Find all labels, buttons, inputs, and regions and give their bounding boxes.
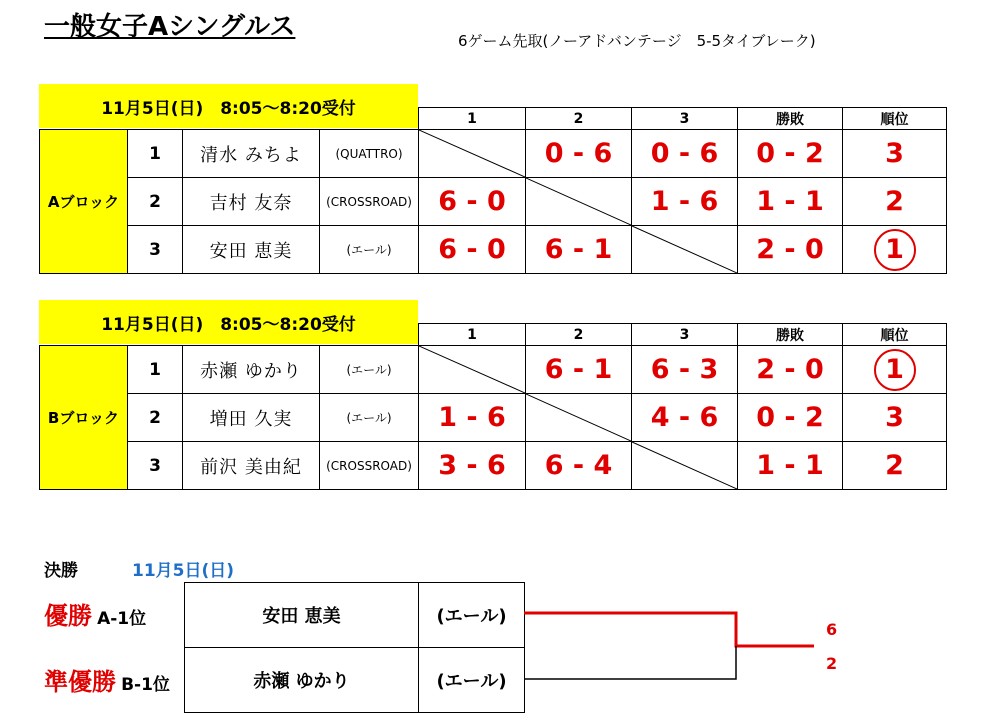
final-score-loser: 2 [826, 654, 838, 673]
match-rule: 6ゲーム先取(ノーアドバンテージ 5-5タイブレーク) [458, 32, 816, 50]
col-header-1: 1 [419, 324, 526, 346]
player-name: 赤瀬 ゆかり [183, 346, 320, 394]
winner-circle-rank: 1 [874, 229, 916, 271]
winner-circle-rank: 1 [874, 349, 916, 391]
finalist-club: (エール) [419, 648, 525, 713]
rank-cell: 2 [843, 442, 947, 490]
player-name: 吉村 友奈 [183, 178, 320, 226]
rank-cell [843, 226, 947, 274]
score-cell: 6 - 0 [419, 226, 526, 274]
col-header-2: 2 [526, 108, 632, 130]
rank-cell [843, 346, 947, 394]
player-no: 1 [128, 130, 183, 178]
score-cell: 0 - 6 [526, 130, 632, 178]
diagonal-cell [632, 442, 738, 490]
diagonal-cell [526, 178, 632, 226]
champion-seed: A-1位 [97, 609, 147, 629]
rank-cell: 3 [843, 130, 947, 178]
diagonal-cell [419, 346, 526, 394]
record-cell: 0 - 2 [738, 130, 843, 178]
final-bracket [520, 600, 820, 690]
block-b-session: 11月5日(日) 8:05～8:20受付 [39, 300, 418, 344]
diagonal-cell [526, 394, 632, 442]
player-club: (CROSSROAD) [320, 442, 419, 490]
runnerup-prize: 準優勝 [44, 668, 116, 696]
champion-prize: 優勝 [44, 602, 92, 630]
rank-cell: 2 [843, 178, 947, 226]
player-no: 1 [128, 346, 183, 394]
col-header-record: 勝敗 [738, 324, 843, 346]
score-cell: 6 - 4 [526, 442, 632, 490]
finalist-club: (エール) [419, 583, 525, 648]
col-header-1: 1 [419, 108, 526, 130]
col-header-rank: 順位 [843, 108, 947, 130]
diagonal-cell [419, 130, 526, 178]
rank-cell: 3 [843, 394, 947, 442]
record-cell: 1 - 1 [738, 178, 843, 226]
player-name: 安田 恵美 [183, 226, 320, 274]
score-cell: 0 - 6 [632, 130, 738, 178]
page-title: 一般女子Aシングルス [44, 12, 296, 42]
block-b-name: Bブロック [40, 346, 128, 490]
player-no: 3 [128, 442, 183, 490]
player-name: 前沢 美由紀 [183, 442, 320, 490]
score-cell: 1 - 6 [419, 394, 526, 442]
record-cell: 2 - 0 [738, 346, 843, 394]
score-cell: 6 - 0 [419, 178, 526, 226]
score-cell: 4 - 6 [632, 394, 738, 442]
block-a-table [39, 107, 947, 274]
final-champion-label [44, 596, 146, 631]
record-cell: 0 - 2 [738, 394, 843, 442]
bracket-winner-line [524, 613, 814, 646]
final-label: 決勝 [44, 561, 78, 581]
final-table [184, 582, 525, 713]
player-name: 増田 久実 [183, 394, 320, 442]
finalist-name: 赤瀬 ゆかり [185, 648, 419, 713]
record-cell: 2 - 0 [738, 226, 843, 274]
bracket-loser-line [524, 646, 736, 679]
col-header-rank: 順位 [843, 324, 947, 346]
block-a-session: 11月5日(日) 8:05～8:20受付 [39, 84, 418, 128]
col-header-3: 3 [632, 324, 738, 346]
player-club: (エール) [320, 394, 419, 442]
col-header-3: 3 [632, 108, 738, 130]
finalist-name: 安田 恵美 [185, 583, 419, 648]
score-cell: 6 - 1 [526, 346, 632, 394]
player-club: (エール) [320, 226, 419, 274]
player-club: (エール) [320, 346, 419, 394]
col-header-2: 2 [526, 324, 632, 346]
block-b-table [39, 323, 947, 490]
final-date: 11月5日(日) [132, 561, 235, 581]
score-cell: 1 - 6 [632, 178, 738, 226]
record-cell: 1 - 1 [738, 442, 843, 490]
player-no: 3 [128, 226, 183, 274]
diagonal-cell [632, 226, 738, 274]
col-header-record: 勝敗 [738, 108, 843, 130]
player-no: 2 [128, 394, 183, 442]
block-a-name: Aブロック [40, 130, 128, 274]
player-club: (QUATTRO) [320, 130, 419, 178]
final-runnerup-label [44, 662, 170, 697]
player-no: 2 [128, 178, 183, 226]
score-cell: 6 - 3 [632, 346, 738, 394]
score-cell: 6 - 1 [526, 226, 632, 274]
player-name: 清水 みちよ [183, 130, 320, 178]
score-cell: 3 - 6 [419, 442, 526, 490]
runnerup-seed: B-1位 [121, 675, 170, 695]
final-score-winner: 6 [826, 620, 838, 639]
player-club: (CROSSROAD) [320, 178, 419, 226]
